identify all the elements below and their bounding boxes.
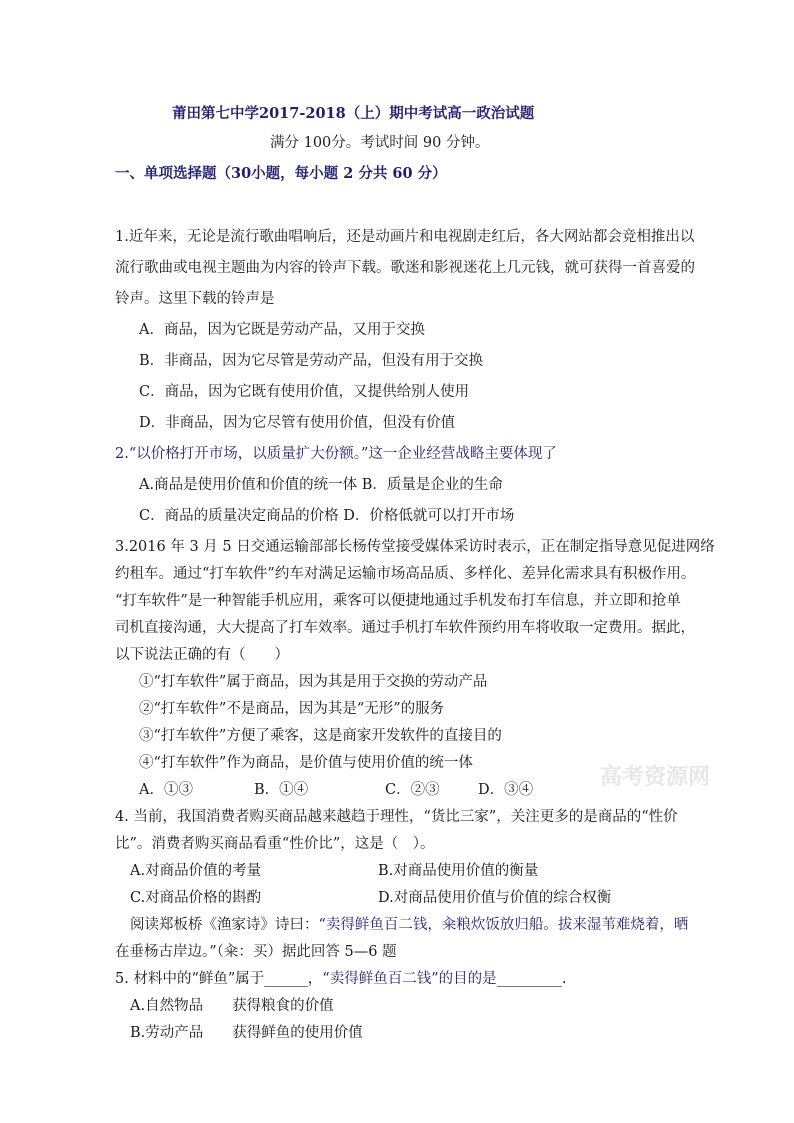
q2-options-ab: A.商品是使用价值和价值的统一体 B．质量是企业的生命	[139, 477, 503, 493]
q2-stem: 2.“以价格打开市场，以质量扩大份额。”这一企业经营战略主要体现了	[115, 446, 557, 462]
q3-stem-line-5: 以下说法正确的有（ ）	[115, 647, 289, 663]
page-title: 莆田第七中学2017-2018（上）期中考试高一政治试题	[172, 105, 535, 122]
q5-stem	[115, 969, 566, 989]
q3-choice-c: C．②③	[385, 782, 440, 798]
q3-stem-line-4: 司机直接沟通，大大提高了打车效率。通过手机打车软件预约用车将收取一定费用。据此，	[115, 620, 695, 636]
q3-statement-2: ②“打车软件”不是商品，因为其是“无形”的服务	[139, 701, 445, 717]
q1-option-d: D．非商品，因为它尽管有使用价值，但没有价值	[139, 415, 456, 431]
q4-option-d: D.对商品使用价值与价值的综合权衡	[378, 890, 612, 906]
reading-intro: 阅读郑板桥《渔家诗》诗曰：	[130, 917, 319, 933]
section-heading: 一、单项选择题（30小题，每小题 2 分共 60 分）	[115, 165, 447, 182]
q1-option-b: B．非商品，因为它尽管是劳动产品，但没有用于交换	[139, 353, 484, 369]
q5-stem-comma: ，	[307, 971, 323, 987]
poem-quote: “卖得鲜鱼百二钱，籴粮炊饭放归船。拔来湿苇难烧着，晒	[318, 917, 689, 933]
q4-option-c: C.对商品价格的斟酌	[130, 890, 262, 906]
q5-stem-quote: “卖得鲜鱼百二钱”的目的是	[322, 971, 497, 987]
q3-statement-3: ③“打车软件”方便了乘客，这是商家开发软件的直接目的	[139, 728, 502, 744]
reading-line-2: 在垂杨古岸边。”（籴：买）据此回答 5—6 题	[115, 944, 397, 960]
q4-option-a: A.对商品价值的考量	[130, 863, 262, 879]
q5-option-b: B.劳动产品 获得鲜鱼的使用价值	[130, 1025, 363, 1041]
q3-choice-d: D．③④	[478, 782, 534, 798]
q5-stem-end: .	[561, 971, 567, 987]
q3-stem-line-3: “打车软件”是一种智能手机应用，乘客可以便捷地通过手机发布打车信息，并立即和抢单	[115, 593, 681, 609]
q4-stem-line-2: 比”。消费者购买商品看重“性价比”，这是（ ）。	[115, 836, 435, 852]
q1-stem-line-2: 流行歌曲或电视主题曲为内容的铃声下载。歌迷和影视迷花上几元钱，就可获得一首喜爱的	[115, 260, 695, 276]
q4-option-b: B.对商品使用价值的衡量	[378, 863, 539, 879]
exam-info: 满分 100分。考试时间 90 分钟。	[270, 135, 490, 151]
q1-option-c: C．商品，因为它既有使用价值，又提供给别人使用	[139, 384, 470, 400]
q3-statement-1: ①“打车软件”属于商品，因为其是用于交换的劳动产品	[139, 674, 488, 690]
q3-stem-line-1: 3.2016 年 3 月 5 日交通运输部部长杨传堂接受媒体采访时表示，正在制定指导意见促进网络	[115, 539, 715, 555]
q3-choice-a: A．①③	[139, 782, 193, 798]
q2-options-cd: C．商品的质量决定商品的价格 D．价格低就可以打开市场	[139, 508, 515, 524]
q5-option-a: A.自然物品 获得粮食的价值	[130, 998, 334, 1014]
q3-stem-line-2: 约租车。通过“打车软件”约车对满足运输市场高品质、多样化、差异化需求具有积极作用。	[115, 566, 696, 582]
q4-stem-line-1: 4. 当前，我国消费者购买商品越来越趋于理性，“货比三家”，关注更多的是商品的“性价	[115, 809, 678, 825]
watermark: 高考资源网	[600, 764, 711, 790]
reading-line-1	[130, 915, 688, 935]
q5-blank-2: _________	[496, 971, 562, 987]
q5-stem-start: 5. 材料中的“鲜鱼”属于	[115, 971, 265, 987]
q1-stem-line-3: 铃声。这里下载的铃声是	[115, 291, 275, 307]
q3-choice-b: B．①④	[254, 782, 309, 798]
q5-blank-1: ______	[264, 971, 308, 987]
q1-option-a: A．商品，因为它既是劳动产品，又用于交换	[139, 322, 425, 338]
q1-stem-line-1: 1.近年来，无论是流行歌曲唱响后，还是动画片和电视剧走红后，各大网站都会竞相推出以	[115, 229, 695, 245]
q3-statement-4: ④“打车软件”作为商品，是价值与使用价值的统一体	[139, 755, 473, 771]
